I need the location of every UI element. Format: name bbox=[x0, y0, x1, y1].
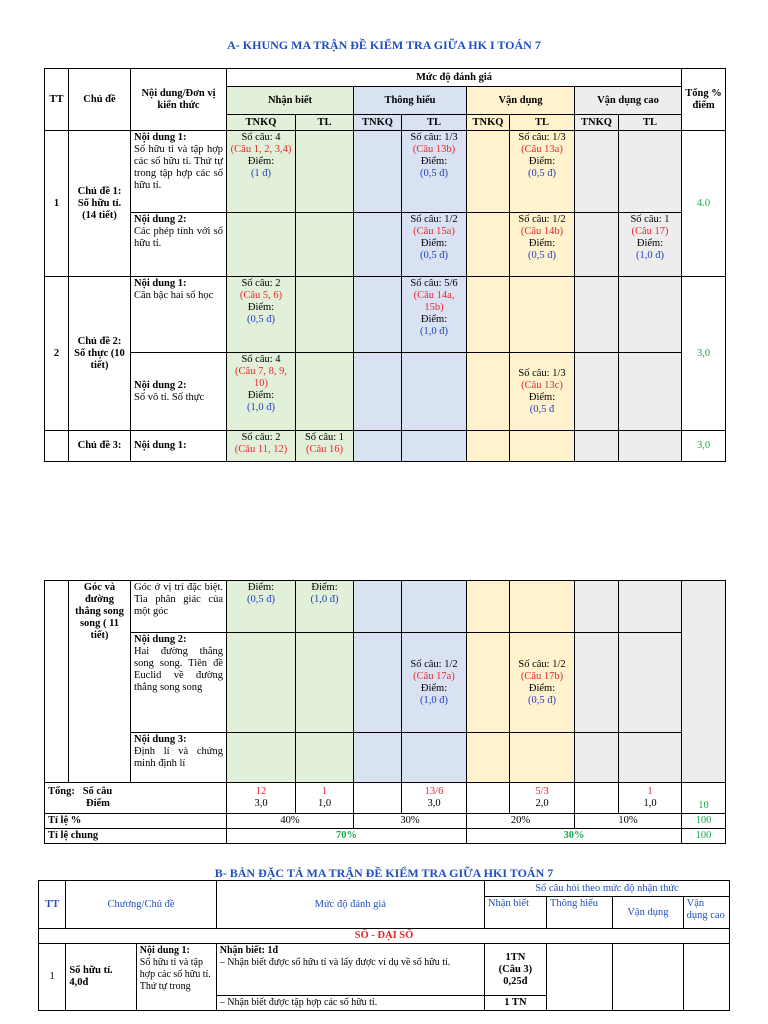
diem-label: Điểm: bbox=[420, 682, 448, 694]
noidung-cell bbox=[131, 213, 227, 277]
empty-cell bbox=[467, 277, 510, 353]
socau: Số câu: 1/2 bbox=[410, 658, 458, 670]
diem-label: Điểm: bbox=[247, 390, 275, 401]
noidung-text: Số hữu tỉ và tập hợp các số hữu tỉ. Thứ tự trong bbox=[139, 957, 211, 992]
empty-cell bbox=[354, 633, 402, 733]
empty-cell bbox=[467, 581, 510, 633]
empty-cell bbox=[575, 733, 619, 783]
empty-cell bbox=[613, 944, 683, 1011]
empty-cell bbox=[510, 277, 575, 353]
th-tl-cell bbox=[402, 633, 467, 733]
socau: Số câu: 1 bbox=[304, 432, 345, 443]
cau: (Câu 14a, 15b) bbox=[413, 290, 455, 313]
header-nhanbiet: Nhận biết bbox=[227, 87, 354, 115]
header-chude: Chủ đề bbox=[69, 69, 131, 131]
cau: (Câu 17b) bbox=[520, 670, 564, 682]
empty-cell bbox=[45, 431, 69, 462]
socau: Số câu: 2 bbox=[241, 432, 281, 443]
diem: (1 đ) bbox=[250, 168, 272, 179]
empty-cell bbox=[619, 431, 682, 462]
b-nb-cell: 1 TN bbox=[484, 996, 546, 1011]
noidung-text: Số hữu tỉ và tập hợp các số hữu tỉ. Thứ tự trong tập hợp các số hữu tỉ. bbox=[134, 144, 223, 191]
header-tnkq: TNKQ bbox=[575, 115, 619, 131]
cau: (Câu 17) bbox=[631, 226, 669, 237]
cau: (Câu 7, 8, 9, 10) bbox=[235, 366, 287, 389]
header-tl: TL bbox=[510, 115, 575, 131]
socau: Số câu: 5/6 bbox=[410, 278, 458, 289]
empty-cell bbox=[402, 581, 467, 633]
vdc-tl-cell bbox=[619, 213, 682, 277]
socau: Số câu: 1/2 bbox=[410, 214, 458, 225]
header-mucdo: Mức độ đánh giá bbox=[227, 69, 682, 87]
diem-label: Điểm: bbox=[528, 238, 556, 249]
header-tnkq: TNKQ bbox=[354, 115, 402, 131]
mucdo-line: – Nhận biết được số hữu tỉ và lấy được ví dụ về số hữu tỉ. bbox=[219, 957, 451, 968]
empty-cell bbox=[354, 431, 402, 462]
nb-cau: (Câu 3) bbox=[498, 963, 533, 975]
diem: (1,0 đ) bbox=[420, 694, 448, 706]
socau: Số câu: 1/2 bbox=[518, 658, 566, 670]
header-noidung: Nội dung/Đơn vị kiến thức bbox=[131, 69, 227, 131]
diem-label: Điểm: bbox=[420, 314, 448, 325]
empty-cell bbox=[682, 581, 726, 783]
empty-cell bbox=[619, 581, 682, 633]
empty-cell bbox=[683, 944, 729, 1011]
socau: Số câu: 1/3 bbox=[410, 132, 458, 143]
b-header-vd: Vận dụng bbox=[613, 897, 683, 929]
cau: (Câu 16) bbox=[305, 444, 344, 455]
noidung-cell bbox=[131, 633, 227, 733]
noidung-title: Nội dung 2: bbox=[134, 379, 187, 391]
tilechung-a: 70% bbox=[227, 829, 467, 844]
th-tl-cell bbox=[402, 213, 467, 277]
tong-total: 10 bbox=[682, 783, 726, 814]
socau: Số câu: 4 bbox=[241, 354, 281, 365]
diem-value: 1,0 bbox=[317, 798, 332, 809]
empty-cell bbox=[619, 733, 682, 783]
b-row-chuong: Số hữu tỉ. 4,0đ bbox=[66, 944, 136, 1011]
tong-nb-tnkq bbox=[227, 783, 296, 814]
b-header-tt: TT bbox=[39, 881, 66, 929]
b-mucdo-cell bbox=[216, 944, 484, 996]
empty-cell bbox=[575, 277, 619, 353]
b-header-vdc: Vận dụng cao bbox=[683, 897, 729, 929]
diem-value: 3,0 bbox=[254, 798, 268, 809]
tile-nb: 40% bbox=[227, 814, 354, 829]
b-nb-cell bbox=[484, 944, 546, 996]
mucdo-title: Nhận biết: 1đ bbox=[219, 945, 279, 956]
cau: (Câu 1, 2, 3,4) bbox=[230, 144, 292, 155]
socau: Số câu: 1/3 bbox=[518, 132, 566, 143]
empty-cell bbox=[296, 131, 354, 213]
tile-vdc: 10% bbox=[575, 814, 682, 829]
header-tl: TL bbox=[402, 115, 467, 131]
empty-cell bbox=[510, 581, 575, 633]
empty-cell bbox=[296, 213, 354, 277]
cau: (Câu 14b) bbox=[520, 226, 564, 237]
tong-th bbox=[402, 783, 467, 814]
diem-value: 1,0 bbox=[643, 798, 657, 809]
matrix-table-part2 bbox=[44, 580, 726, 844]
noidung-title: Nội dung 2: bbox=[134, 214, 187, 225]
diem: (1,0 đ) bbox=[420, 326, 448, 337]
diem-label: Điểm: bbox=[636, 238, 664, 249]
empty-cell bbox=[575, 213, 619, 277]
empty-cell bbox=[575, 581, 619, 633]
socau-value: 1 bbox=[647, 786, 653, 797]
b-header-chuong: Chương/Chủ đề bbox=[66, 881, 216, 929]
chude-3: Chủ đề 3: bbox=[69, 431, 131, 462]
empty-cell bbox=[402, 733, 467, 783]
empty-cell bbox=[510, 431, 575, 462]
tong-vdc bbox=[619, 783, 682, 814]
cau: (Câu 11, 12) bbox=[234, 444, 288, 455]
diem-value: 2,0 bbox=[535, 798, 549, 809]
tong-cell: 3,0 bbox=[682, 431, 726, 462]
vd-tl-cell bbox=[510, 353, 575, 431]
empty-cell bbox=[619, 131, 682, 213]
socau: Số câu: 1 bbox=[630, 214, 670, 225]
noidung-title: Nội dung 1: bbox=[139, 945, 190, 956]
header-tnkq: TNKQ bbox=[467, 115, 510, 131]
diem-label: Điểm: bbox=[420, 238, 448, 249]
chude-2: Chủ đề 2: Số thực (10 tiết) bbox=[69, 277, 131, 431]
vd-tl-cell bbox=[510, 131, 575, 213]
tong-nb-tl bbox=[296, 783, 354, 814]
cau: (Câu 17a) bbox=[413, 670, 455, 682]
noidung-title: Nội dung 3: bbox=[134, 734, 187, 745]
noidung-title: Nội dung 1: bbox=[134, 278, 187, 289]
noidung-cell bbox=[131, 277, 227, 353]
empty-cell bbox=[227, 213, 296, 277]
header-vandung: Vận dụng bbox=[467, 87, 575, 115]
header-thonghieu: Thông hiểu bbox=[354, 87, 467, 115]
tong-cell: 3,0 bbox=[682, 277, 726, 431]
empty-cell bbox=[354, 277, 402, 353]
noidung-title: Nội dung 1: bbox=[134, 132, 187, 143]
nb-tnkq-cell bbox=[227, 353, 296, 431]
b-header-th: Thông hiểu bbox=[546, 897, 612, 929]
diem: (0,5 đ) bbox=[528, 694, 556, 706]
diem: (0,5 đ) bbox=[247, 314, 275, 325]
diem: (0,5 đ) bbox=[420, 250, 448, 261]
header-tl: TL bbox=[296, 115, 354, 131]
empty-cell bbox=[467, 353, 510, 431]
diem-label: Điểm: bbox=[528, 682, 556, 694]
empty-cell bbox=[467, 783, 510, 814]
tilechung-total: 100 bbox=[682, 829, 726, 844]
matrix-table-part1 bbox=[44, 68, 726, 462]
empty-cell bbox=[510, 733, 575, 783]
noidung-text: Góc ở vị trí đặc biệt. Tia phân giác của một góc bbox=[131, 581, 227, 633]
empty-cell bbox=[619, 277, 682, 353]
empty-cell bbox=[546, 944, 612, 1011]
empty-cell bbox=[467, 213, 510, 277]
diem: (0,5 đ) bbox=[528, 168, 556, 179]
header-tong: Tổng % điểm bbox=[682, 69, 726, 131]
diem: (0,5 đ) bbox=[420, 168, 448, 179]
empty-cell bbox=[402, 353, 467, 431]
socau: Số câu: 1/3 bbox=[518, 367, 566, 379]
diem-label: Điểm: bbox=[247, 156, 275, 167]
empty-cell bbox=[296, 633, 354, 733]
noidung-text: Số vô tỉ. Số thực bbox=[134, 391, 205, 403]
empty-cell bbox=[296, 277, 354, 353]
tong-label-cell bbox=[45, 783, 227, 814]
b-header-mucdo: Mức độ đánh giá bbox=[216, 881, 484, 929]
tong-label: Tổng: bbox=[48, 786, 75, 797]
empty-cell bbox=[354, 131, 402, 213]
empty-cell bbox=[354, 733, 402, 783]
header-tnkq: TNKQ bbox=[227, 115, 296, 131]
diem-label: Điểm: bbox=[528, 391, 556, 403]
th-tl-cell bbox=[402, 277, 467, 353]
noidung-cell bbox=[131, 131, 227, 213]
empty-cell bbox=[619, 633, 682, 733]
chude-1: Chủ đề 1: Số hữu tỉ. (14 tiết) bbox=[69, 131, 131, 277]
b-row-tt: 1 bbox=[39, 944, 66, 1011]
socau: Số câu: 1/2 bbox=[518, 214, 566, 225]
socau-value: 13/6 bbox=[424, 786, 444, 797]
b-noidung-cell bbox=[136, 944, 216, 1011]
header-tl: TL bbox=[619, 115, 682, 131]
spec-table bbox=[38, 880, 730, 1011]
diem-label: Điểm: bbox=[247, 302, 275, 313]
socau-label: Số câu bbox=[82, 786, 113, 797]
noidung-cell bbox=[131, 353, 227, 431]
diem-label: Điểm: bbox=[247, 582, 275, 593]
empty-cell bbox=[467, 131, 510, 213]
noidung-text: Căn bậc hai số học bbox=[134, 290, 214, 301]
diem-label: Điểm bbox=[86, 798, 110, 809]
empty-cell bbox=[467, 633, 510, 733]
tile-label: Tỉ lệ % bbox=[45, 814, 227, 829]
empty-cell bbox=[227, 633, 296, 733]
empty-cell bbox=[575, 783, 619, 814]
vd-tl-cell bbox=[510, 633, 575, 733]
nb-tl-cell bbox=[296, 431, 354, 462]
th-tl-cell bbox=[402, 131, 467, 213]
empty-cell bbox=[575, 431, 619, 462]
row-tt: 1 bbox=[45, 131, 69, 277]
nb-value: 1TN bbox=[505, 951, 526, 963]
header-tt: TT bbox=[45, 69, 69, 131]
noidung-title: Nội dung 2: bbox=[134, 634, 187, 645]
tong-cell: 4.0 bbox=[682, 131, 726, 277]
noidung-text: Định lí và chứng minh định lí bbox=[134, 746, 223, 769]
noidung-text: Hai đường thẳng song song. Tiên đề Euclid về đường thẳng song song bbox=[134, 646, 223, 693]
nb-tnkq-cell bbox=[227, 581, 296, 633]
noidung-text: Các phép tính với số hữu tỉ. bbox=[134, 226, 223, 249]
socau-value: 1 bbox=[321, 786, 328, 797]
empty-cell bbox=[354, 783, 402, 814]
vd-tl-cell bbox=[510, 213, 575, 277]
nb-tnkq-cell bbox=[227, 131, 296, 213]
b-section: SỐ - ĐẠI SỐ bbox=[39, 929, 730, 944]
diem-value: 3,0 bbox=[427, 798, 441, 809]
diem-label: Điểm: bbox=[420, 156, 448, 167]
empty-cell bbox=[354, 213, 402, 277]
diem-label: Điểm: bbox=[311, 582, 338, 593]
socau-value: 5/3 bbox=[535, 786, 549, 797]
socau: Số câu: 2 bbox=[241, 278, 281, 289]
empty-cell bbox=[575, 353, 619, 431]
noidung-cell bbox=[131, 733, 227, 783]
diem: (0,5 đ) bbox=[528, 250, 556, 261]
noidung-title: Nội dung 1: bbox=[131, 431, 227, 462]
empty-cell bbox=[402, 431, 467, 462]
empty-cell bbox=[45, 581, 69, 783]
header-vandungcao: Vận dụng cao bbox=[575, 87, 682, 115]
cau: (Câu 13a) bbox=[521, 144, 563, 155]
cau: (Câu 13c) bbox=[521, 379, 563, 391]
row-tt: 2 bbox=[45, 277, 69, 431]
empty-cell bbox=[467, 733, 510, 783]
b-header-socau: Số câu hỏi theo mức độ nhận thức bbox=[484, 881, 729, 897]
empty-cell bbox=[354, 353, 402, 431]
tile-total: 100 bbox=[682, 814, 726, 829]
b-header-nb: Nhận biết bbox=[484, 897, 546, 929]
nb-diem: 0,25đ bbox=[503, 975, 528, 987]
tile-th: 30% bbox=[354, 814, 467, 829]
diem: (1,0 đ) bbox=[310, 594, 339, 605]
title-b: B- BẢN ĐẶC TẢ MA TRẬN ĐỀ KIỂM TRA GIỮA HKI TOÁN 7 bbox=[214, 866, 554, 880]
nb-tl-cell bbox=[296, 581, 354, 633]
diem: (1,0 đ) bbox=[636, 250, 665, 261]
empty-cell bbox=[575, 131, 619, 213]
cau: (Câu 13b) bbox=[412, 144, 456, 155]
tong-vd bbox=[510, 783, 575, 814]
empty-cell bbox=[296, 353, 354, 431]
chude-3-body: Góc và đường thẳng song song ( 11 tiết) bbox=[69, 581, 131, 783]
cau: (Câu 5, 6) bbox=[239, 290, 283, 301]
empty-cell bbox=[619, 353, 682, 431]
tilechung-label: Tỉ lệ chung bbox=[45, 829, 227, 844]
socau-value: 12 bbox=[255, 786, 267, 797]
empty-cell bbox=[575, 633, 619, 733]
nb-tnkq-cell bbox=[227, 431, 296, 462]
diem: (0,5 đ) bbox=[247, 594, 275, 605]
title-a: A- KHUNG MA TRẬN ĐỀ KIỂM TRA GIỮA HK I TOÁN 7 bbox=[227, 38, 541, 52]
socau: Số câu: 4 bbox=[241, 132, 281, 143]
cau: (Câu 15a) bbox=[413, 226, 455, 237]
nb-tnkq-cell bbox=[227, 277, 296, 353]
tile-vd: 20% bbox=[467, 814, 575, 829]
empty-cell bbox=[227, 733, 296, 783]
empty-cell bbox=[467, 431, 510, 462]
diem: (0,5 đ bbox=[529, 403, 555, 415]
mucdo-line: – Nhận biết được tập hợp các số hữu tỉ. bbox=[216, 996, 484, 1011]
empty-cell bbox=[354, 581, 402, 633]
empty-cell bbox=[296, 733, 354, 783]
diem-label: Điểm: bbox=[528, 156, 556, 167]
tilechung-b: 30% bbox=[467, 829, 682, 844]
diem: (1,0 đ) bbox=[247, 402, 275, 413]
